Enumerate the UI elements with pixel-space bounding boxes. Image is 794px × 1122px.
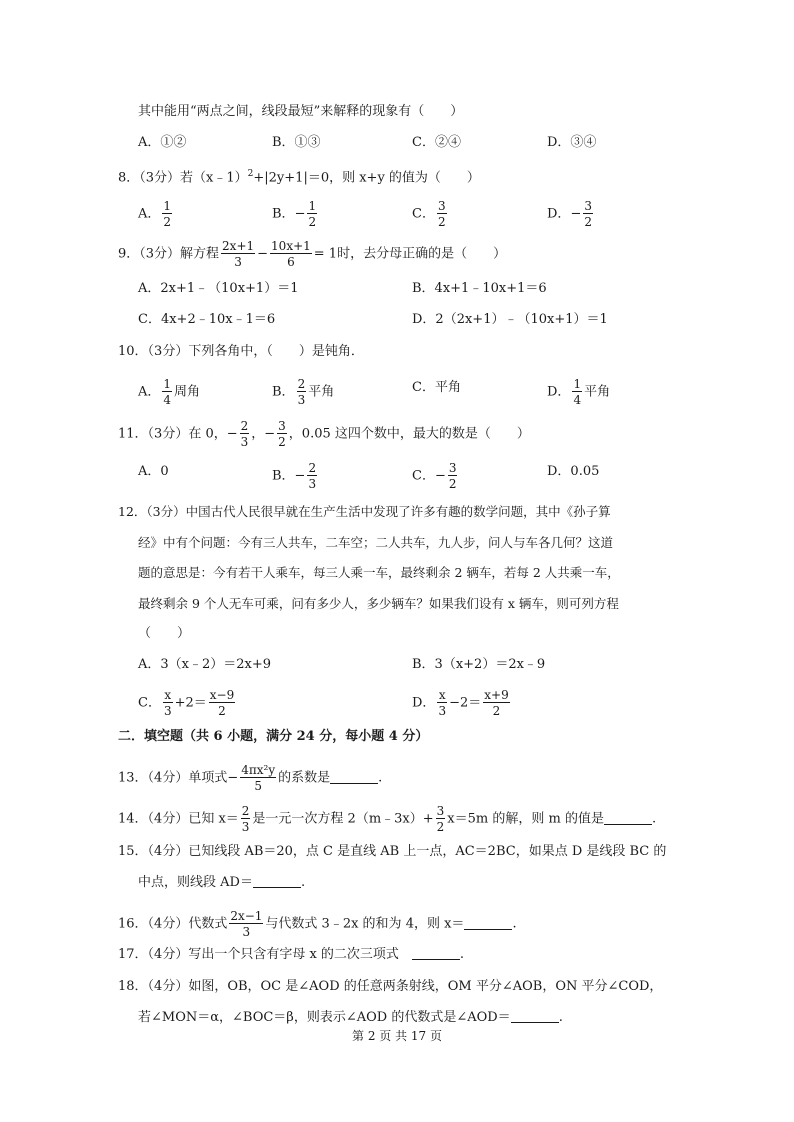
q11-stem [118,420,530,448]
q9-fraction-2 [270,240,312,268]
page-footer: 第 2 页 共 17 页 [352,1029,442,1043]
q9-prefix: 9．（3分）解方程 [118,246,220,262]
q18-line-1: 18．（4分）如图，OB，OC 是∠AOD 的任意两条射线，OM 平分∠AOB，ON 平分∠COD， [118,979,663,994]
q11-c-fraction [448,462,458,490]
q8-exponent: 2 [247,169,254,179]
q16-stem [118,910,517,938]
q16-end: . [512,916,517,932]
q11-c-den: 2 [448,477,457,491]
q10-d-fraction [572,378,582,406]
q10-b-fraction [297,378,307,406]
q8-suffix: +|2y+1|＝0，则 x+y 的值为（ ） [253,170,480,186]
q14-f2-num: 3 [436,804,445,818]
q12-d-den: 3 [438,704,447,718]
q8-d-num: 3 [584,199,592,213]
q13-den: 5 [254,779,262,793]
q12-d2-num: x+9 [484,688,509,702]
q10-d-num: 1 [573,377,582,391]
q12-c-fraction-2 [209,689,235,717]
q12-c-num: x [164,688,172,702]
q8-prefix: 8．（3分）若（x﹣1） [118,170,248,186]
q8-stem [118,164,480,188]
q11-c-letter: C．− [412,468,446,484]
q12-c-letter: C． [138,695,161,711]
q8-b-num: 1 [308,199,317,213]
q12-line-1: 12．（3分）中国古代人民很早就在生产生活中发现了许多有趣的数学问题，其中《孙子算 [118,504,611,519]
q11-f1-den: 3 [240,435,249,449]
q7-option-c: C．②④ [412,135,461,150]
q10-b-den: 3 [297,393,306,407]
q14-stem [118,805,656,833]
q10-option-b [272,378,334,406]
q14-f1-num: 2 [241,804,250,818]
q7-option-d: D．③④ [547,135,597,150]
q8-a-num: 1 [163,199,172,213]
q17-answer-blank[interactable] [412,945,460,960]
q8-d-sign: − [570,206,582,222]
q10-d-den: 4 [573,393,582,407]
q11-option-b [272,462,319,490]
q12-d-fraction-1 [437,689,447,717]
q12-option-a: A．3（x﹣2）＝2x+9 [138,657,272,672]
q11-f1-num: 2 [240,419,249,433]
q12-line-3: 题的意思是：今有若干人乘车，每三人乘一车，最终剩余 2 辆车，若每 2 人共乘一车， [138,565,620,580]
q12-line-5: （ ） [138,626,191,641]
q11-f2-den: 2 [278,435,286,449]
q8-d-fraction [583,200,593,228]
q10-b-num: 2 [297,377,306,391]
q14-prefix: 14．（4分）已知 x＝ [118,811,239,827]
q8-option-c [412,200,449,228]
q12-d-fraction-2 [483,689,509,717]
q8-d-den: 2 [584,215,592,229]
q9-f1-num: 2x+1 [222,239,255,253]
q10-option-d [547,378,610,406]
q11-prefix: 11．（3分）在 0，− [118,426,238,442]
q7-stem: 其中能用“两点之间，线段最短”来解释的现象有（ ） [138,104,464,119]
q10-b-letter: B． [272,384,295,400]
q14-fraction-1 [241,805,251,833]
q12-d-mid: −2＝ [449,695,482,711]
q9-option-b: B．4x+1﹣10x+1＝6 [412,281,547,296]
q15-line-2 [138,873,305,893]
q8-b-fraction [307,200,317,228]
q18-line-2 [138,1008,563,1028]
q12-c-fraction-1 [163,689,173,717]
q16-fraction [229,910,263,938]
q12-d-num: x [438,688,446,702]
q13-end: . [378,770,383,786]
q8-option-b [272,200,319,228]
q10-option-a [138,378,200,406]
q17-text: 17．（4分）写出一个只含有字母 x 的二次三项式 [118,947,412,962]
q8-b-den: 2 [308,215,317,229]
q9-f2-num: 10x+1 [271,239,311,253]
q18-end: . [558,1010,563,1025]
q11-mid: ，− [251,426,276,442]
q13-suffix: 的系数是 [278,770,331,786]
q8-d-letter: D． [547,206,571,222]
q15-line2-text: 中点，则线段 AD＝ [138,875,253,890]
q11-option-c [412,462,459,490]
q10-stem: 10．（3分）下列各角中，（ ）是钝角． [118,344,364,359]
q13-prefix: 13．（4分）单项式− [118,770,239,786]
q9-suffix: = 1时，去分母正确的是（ ） [313,246,507,262]
q11-b-fraction [307,462,317,490]
q13-stem [118,764,382,792]
q9-stem [118,240,506,268]
q9-option-c: C．4x+2﹣10x﹣1＝6 [138,312,276,327]
q15-line-1: 15．（4分）已知线段 AB＝20，点 C 是直线 AB 上一点，AC＝2BC，如果点 D 是线段 BC 的 [118,844,667,859]
q8-c-den: 2 [437,215,446,229]
q17-stem [118,945,464,965]
q10-option-c: C．平角 [412,380,461,395]
q9-minus: − [257,246,269,262]
q10-b-text: 平角 [308,384,335,400]
q12-c-den: 3 [163,704,172,718]
q16-suffix: 与代数式 3﹣2x 的和为 4，则 x＝ [265,916,465,932]
section-2-heading: 二．填空题（共 6 小题，满分 24 分，每小题 4 分） [118,729,429,744]
q8-a-den: 2 [163,215,172,229]
q11-fraction-2 [277,420,287,448]
q7-option-b: B．①③ [272,135,321,150]
q8-a-fraction [162,200,172,228]
q12-option-b: B．3（x+2）＝2x﹣9 [412,657,546,672]
q14-suffix: x＝5m 的解，则 m 的值是 [447,811,604,827]
q11-b-den: 3 [308,477,317,491]
q12-d-letter: D． [412,695,436,711]
q14-f2-den: 2 [436,820,445,834]
q12-line-2: 经》中有个问题：今有三人共车，二车空；二人共车，九人步，问人与车各几何？这道 [138,535,614,550]
q8-c-fraction [437,200,447,228]
q10-a-den: 4 [163,393,172,407]
q14-f1-den: 3 [241,820,250,834]
q12-line-4: 最终剩余 9 个人无车可乘，问有多少人，多少辆车？如果我们设有 x 辆车，则可列方程 [138,596,619,611]
q11-b-num: 2 [308,461,317,475]
q16-den: 3 [242,925,251,939]
q16-num: 2x−1 [230,909,263,923]
q11-f2-num: 3 [278,419,286,433]
q14-end: . [651,811,657,827]
q14-mid: 是一元一次方程 2（m﹣3x）+ [252,811,434,827]
q12-option-d [412,689,512,717]
q18-answer-blank[interactable] [511,1008,559,1023]
q8-c-letter: C． [412,206,435,222]
q15-answer-blank[interactable] [253,873,301,888]
q16-prefix: 16．（4分）代数式 [118,916,228,932]
q11-suffix: ，0.05 这四个数中，最大的数是（ ） [288,426,530,442]
q8-a-letter: A． [138,206,161,222]
q17-end: . [459,947,465,962]
q13-fraction [240,764,276,792]
q9-option-a: A．2x+1﹣（10x+1）＝1 [138,281,299,296]
q11-fraction-1 [240,420,250,448]
q8-option-a [138,200,174,228]
q16-answer-blank[interactable] [464,915,512,930]
q12-c2-num: x−9 [209,688,235,702]
q11-option-a: A．0 [138,464,169,479]
q13-answer-blank[interactable] [330,769,378,784]
q12-d2-den: 2 [492,704,501,718]
q15-end: . [300,875,306,890]
q8-b-sign: − [294,206,306,222]
q9-f2-den: 6 [287,255,295,269]
q7-option-a: A．①② [138,135,187,150]
q9-f1-den: 3 [234,255,242,269]
q10-a-num: 1 [163,377,172,391]
q18-line2-text: 若∠MON＝α，∠BOC＝β，则表示∠AOD 的代数式是∠AOD＝ [138,1010,511,1025]
q10-d-letter: D． [547,384,571,400]
q12-c-mid: +2＝ [174,695,207,711]
q11-c-num: 3 [448,461,457,475]
q13-num: 4πx²y [241,763,276,777]
q14-fraction-2 [436,805,446,833]
q14-answer-blank[interactable] [604,810,652,825]
q8-b-letter: B． [272,206,295,222]
q11-option-d: D．0.05 [547,464,600,479]
q10-a-text: 周角 [174,384,201,400]
q12-option-c [138,689,237,717]
q10-a-letter: A． [138,384,161,400]
q12-c2-den: 2 [218,704,226,718]
q10-d-text: 平角 [584,384,611,400]
q8-c-num: 3 [437,199,446,213]
q8-option-d [547,200,595,228]
q11-b-letter: B．− [272,468,306,484]
q9-option-d: D．2（2x+1）﹣（10x+1）＝1 [412,312,608,327]
q9-fraction-1 [221,240,255,268]
q10-a-fraction [162,378,172,406]
